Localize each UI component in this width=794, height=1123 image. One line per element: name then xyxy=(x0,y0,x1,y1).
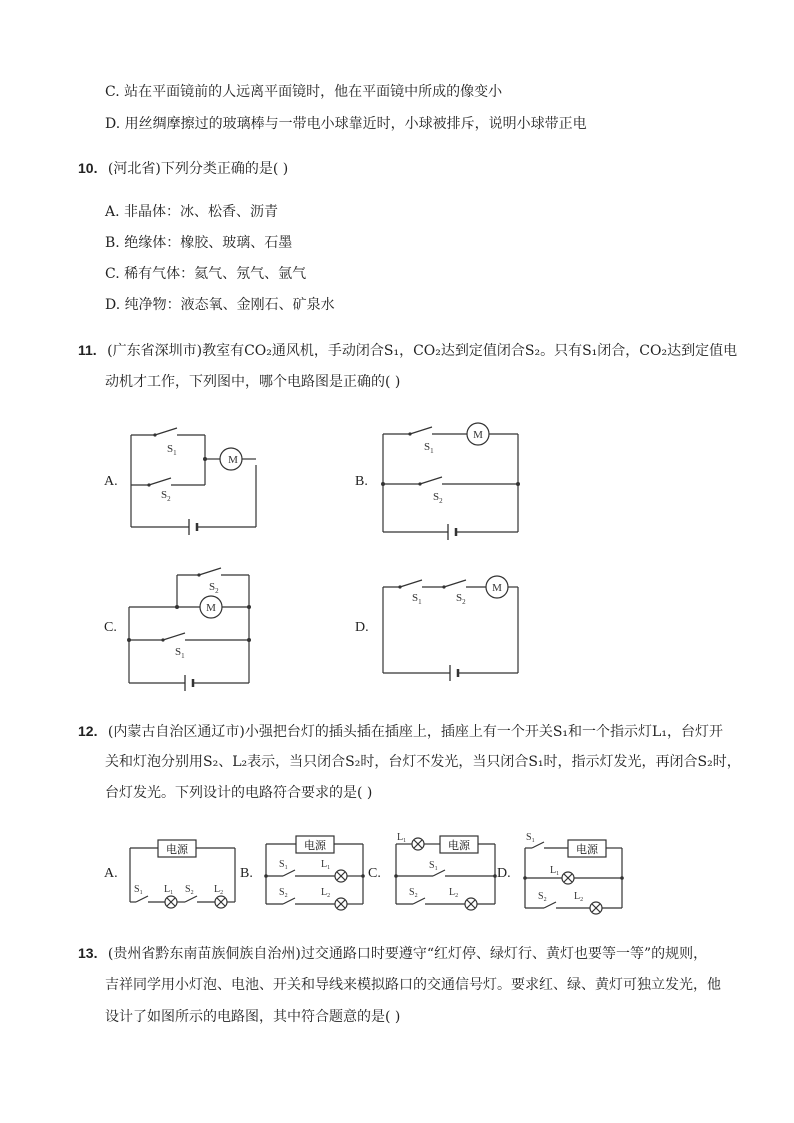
svg-text:S1: $S_1$ xyxy=(526,832,535,844)
q12-circuit-d xyxy=(522,828,627,914)
q10-stem: (河北省)下列分类正确的是( ) xyxy=(107,161,289,177)
q12-stem-1: (内蒙古自治区通辽市)小强把台灯的插头插在插座上，插座上有一个开关S₁和一个指示灯L₁，台灯开 xyxy=(107,724,723,740)
power-source-label: 电源 xyxy=(576,844,598,856)
q13-stem-line-1 xyxy=(78,943,707,964)
switch-s2-label: S xyxy=(161,489,168,501)
q11-circuit-a xyxy=(125,425,265,535)
q12-option-a-label: A. xyxy=(104,866,118,881)
switch-s1-label: S xyxy=(167,443,174,455)
svg-text:S2: $S_2$ xyxy=(538,891,547,903)
q12-option-b-label: B. xyxy=(240,866,253,881)
svg-text:S2: $S_2$ xyxy=(161,489,171,503)
motor-label: M xyxy=(492,582,502,594)
q12-circuit-a xyxy=(128,836,240,911)
q9-option-d: D. 用丝绸摩擦过的玻璃棒与一带电小球靠近时，小球被排斥，说明小球带正电 xyxy=(105,116,587,132)
motor-label: M xyxy=(473,429,483,441)
switch-s2-label: S xyxy=(433,491,440,503)
q9-option-c: C. 站在平面镜前的人远离平面镜时，他在平面镜中所成的像变小 xyxy=(105,84,503,100)
q12-circuit-b xyxy=(263,832,368,914)
svg-text:S2: $S_2$ xyxy=(409,887,418,899)
switch-s1-label: S xyxy=(424,441,431,453)
svg-text:S2: $S_2$ xyxy=(209,581,219,595)
svg-text:L1: $L_1$ xyxy=(397,832,407,844)
svg-text:L1: $L_1$ xyxy=(164,884,174,896)
svg-text:L1: $L_1$ xyxy=(550,865,560,877)
q12-option-d-label: D. xyxy=(497,866,511,881)
motor-label: M xyxy=(206,602,216,614)
q13-stem-1: (贵州省黔东南苗族侗族自治州)过交通路口时要遵守“红灯停、绿灯行、黄灯也要等一等”的规则， xyxy=(107,946,708,962)
switch-s2-label: S xyxy=(456,592,463,604)
q11-stem-2: 动机才工作，下列图中，哪个电路图是正确的( ) xyxy=(105,374,401,390)
q11-option-a-label: A. xyxy=(104,474,118,489)
svg-text:L2: $L_2$ xyxy=(214,884,224,896)
svg-text:S2: $S_2$ xyxy=(433,491,443,505)
q12-number: 12. xyxy=(78,723,98,739)
q10-option-b: B. 绝缘体：橡胶、玻璃、石墨 xyxy=(105,235,293,251)
svg-text:L2: $L_2$ xyxy=(574,891,584,903)
switch-s1-label: S xyxy=(412,592,419,604)
q11-circuit-b xyxy=(378,422,523,542)
switch-s1-label: S xyxy=(175,646,182,658)
q12-circuit-c xyxy=(393,832,498,914)
q11-circuit-c xyxy=(125,565,260,690)
q12-stem-line-1 xyxy=(78,721,723,742)
svg-text:L2: $L_2$ xyxy=(449,887,459,899)
svg-text:S2: $S_2$ xyxy=(456,592,466,606)
svg-text:S1: $S_1$ xyxy=(412,592,422,606)
q13-stem-3: 设计了如图所示的电路图，其中符合题意的是( ) xyxy=(105,1009,401,1025)
switch-s2-label: S xyxy=(209,581,216,593)
svg-text:L2: $L_2$ xyxy=(321,887,331,899)
q12-stem-2: 关和灯泡分别用S₂、L₂表示，当只闭合S₂时，台灯不发光，当只闭合S₁时，指示灯发光，再闭合S₂时， xyxy=(105,754,741,770)
q10-number: 10. xyxy=(78,160,98,176)
q10-option-c: C. 稀有气体：氦气、氖气、氩气 xyxy=(105,266,307,282)
q11-option-b-label: B. xyxy=(355,474,368,489)
q10-option-d: D. 纯净物：液态氧、金刚石、矿泉水 xyxy=(105,297,335,313)
q11-circuit-d xyxy=(378,573,523,683)
svg-text:S1: $S_1$ xyxy=(167,443,177,457)
svg-text:S1: $S_1$ xyxy=(424,441,434,455)
svg-text:S1: $S_1$ xyxy=(134,884,143,896)
q11-stem-1: (广东省深圳市)教室有CO₂通风机，手动闭合S₁，CO₂达到定值闭合S₂。只有S₁闭合，CO₂达到定值电 xyxy=(107,343,738,359)
svg-text:S2: $S_2$ xyxy=(185,884,194,896)
motor-label: M xyxy=(228,454,238,466)
svg-text:S1: $S_1$ xyxy=(279,859,288,871)
q12-option-c-label: C. xyxy=(368,866,381,881)
svg-text:S1: $S_1$ xyxy=(175,646,185,660)
q13-number: 13. xyxy=(78,945,98,961)
power-source-label: 电源 xyxy=(448,840,470,852)
q13-stem-2: 吉祥同学用小灯泡、电池、开关和导线来模拟路口的交通信号灯。要求红、绿、黄灯可独立发光，他 xyxy=(105,977,721,993)
power-source-label: 电源 xyxy=(166,844,188,856)
q12-stem-3: 台灯发光。下列设计的电路符合要求的是( ) xyxy=(105,785,373,801)
q11-stem-line-1 xyxy=(78,340,737,361)
q10-option-a: A. 非晶体：冰、松香、沥青 xyxy=(105,204,279,220)
power-source-label: 电源 xyxy=(304,840,326,852)
q11-option-c-label: C. xyxy=(104,620,117,635)
q11-option-d-label: D. xyxy=(355,620,369,635)
svg-text:S1: $S_1$ xyxy=(429,860,438,872)
svg-text:L1: $L_1$ xyxy=(321,859,331,871)
q10-stem-line xyxy=(78,158,288,179)
svg-text:S2: $S_2$ xyxy=(279,887,288,899)
q11-number: 11. xyxy=(78,342,97,358)
